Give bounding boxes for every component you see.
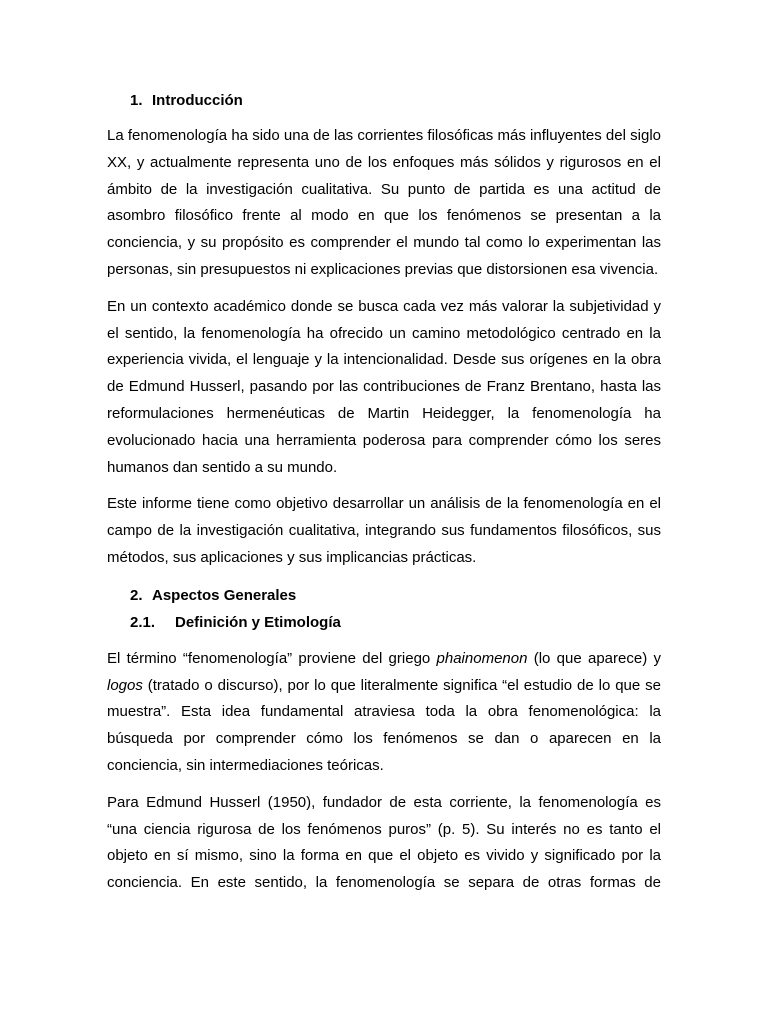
section-number: 1. xyxy=(130,92,143,109)
text-run: (tratado o discurso), por lo que literalmente significa “el estudio de lo que se muestra”. Esta idea fundamental atraviesa toda la obra fenomenológica: la búsqueda por comprender cómo los fenómenos se dan o aparecen en la conciencia, sin intermediaciones teóricas. xyxy=(107,676,661,774)
italic-term-phainomenon: phainomenon xyxy=(436,649,528,667)
section-title: Introducción xyxy=(152,92,243,109)
definition-paragraph-1 xyxy=(107,646,661,780)
subsection-number: 2.1. xyxy=(130,613,156,631)
section-number: 2. xyxy=(130,586,143,604)
text-run: El término “fenomenología” proviene del griego xyxy=(107,649,437,667)
italic-term-logos: logos xyxy=(107,676,143,694)
subsection-title: Definición y Etimología xyxy=(175,613,341,631)
definition-paragraph-2: Para Edmund Husserl (1950), fundador de esta corriente, la fenomenología es “una ciencia rigurosa de los fenómenos puros” (p. 5). Su interés no es tanto el objeto en sí mismo, sino la forma en que el objeto es vivido y significado por la conciencia. En este sentido, la fenomenología se separa de otras formas de xyxy=(107,793,661,892)
intro-paragraph-3: Este informe tiene como objetivo desarrollar un análisis de la fenomenología en el campo de la investigación cualitativa, integrando sus fundamentos filosóficos, sus métodos, sus aplicaciones y sus implicancias prácticas. xyxy=(107,495,661,566)
document-page xyxy=(107,87,661,907)
text-run: (lo que aparece) y xyxy=(527,649,661,667)
section-heading-introduccion xyxy=(107,87,661,114)
subsection-heading-definicion xyxy=(107,609,661,636)
intro-paragraph-2: En un contexto académico donde se busca cada vez más valorar la subjetividad y el sentido, la fenomenología ha ofrecido un camino metodológico centrado en la experiencia vivida, el lenguaje y la intencionalidad. Desde sus orígenes en la obra de Edmund Husserl, pasando por las contribuciones de Franz Brentano, hasta las reformulaciones hermenéuticas de Martin Heidegger, la fenomenología ha evolucionado hacia una herramienta poderosa para comprender cómo los seres humanos dan sentido a su mundo. xyxy=(107,297,661,476)
section-heading-aspectos-generales xyxy=(107,582,661,609)
section-title: Aspectos Generales xyxy=(152,586,297,604)
intro-paragraph-1: La fenomenología ha sido una de las corrientes filosóficas más influyentes del siglo XX, y actualmente representa uno de los enfoques más sólidos y rigurosos en el ámbito de la investigación cualitativa. Su punto de partida es una actitud de asombro filosófico frente al modo en que los fenómenos se presentan a la conciencia, y su propósito es comprender el mundo tal como lo experimentan las personas, sin presupuestos ni explicaciones previas que distorsionen esa vivencia. xyxy=(107,127,661,278)
